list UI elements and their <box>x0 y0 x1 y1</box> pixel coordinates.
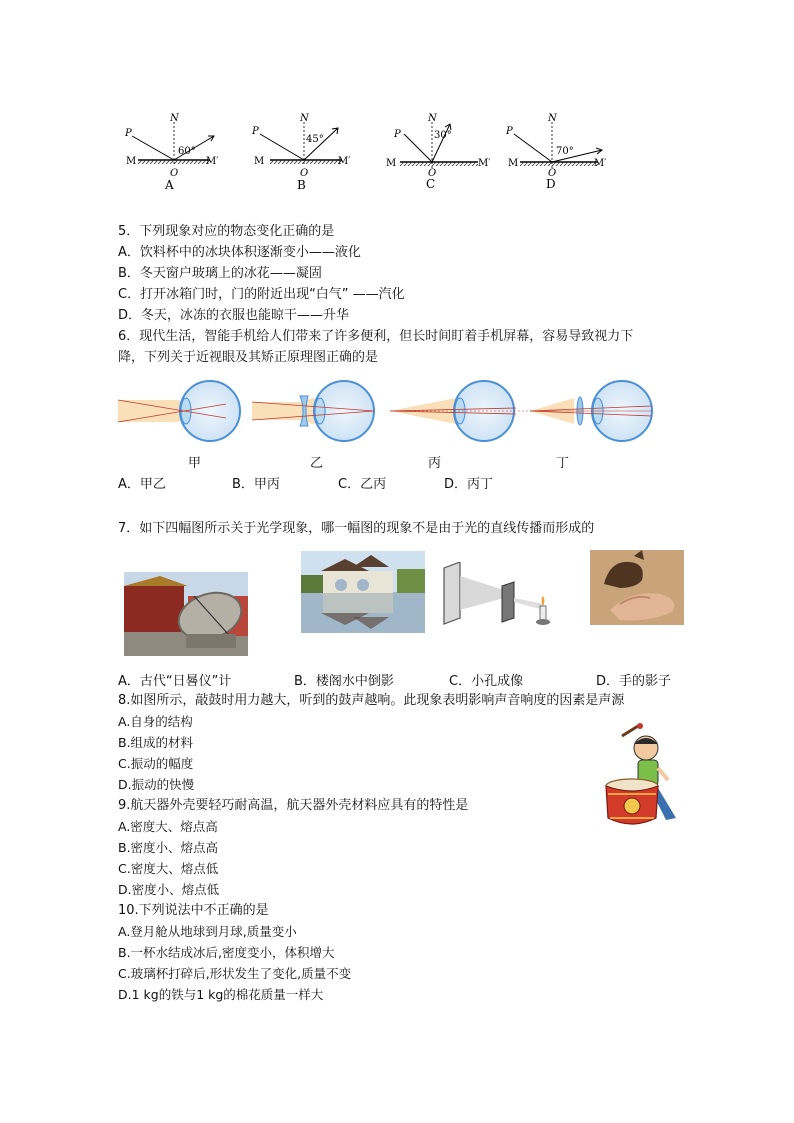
pavilion-photo <box>301 551 425 633</box>
q9-option-a: A.密度大、熔点高 <box>118 819 218 834</box>
label-m2: M′ <box>478 158 491 169</box>
label-m2: M′ <box>206 156 219 167</box>
diagram-letter-b: B <box>297 178 306 192</box>
hand-shadow-photo <box>590 550 684 625</box>
q6-option-a: A．甲乙 <box>118 477 166 492</box>
label-n: N <box>300 113 309 124</box>
q7-option-d: D．手的影子 <box>596 674 672 689</box>
q7-stem: 7．如下四幅图所示关于光学现象，哪一幅图的现象不是由于光的直线传播而形成的 <box>118 521 595 536</box>
mirror-diagram-c <box>386 113 491 191</box>
label-o: O <box>170 168 179 179</box>
label-o: O <box>300 168 309 179</box>
label-p: P <box>125 128 132 139</box>
eye-diagram-bing <box>390 381 530 441</box>
label-m2: M′ <box>338 156 351 167</box>
q9-option-c: C.密度大、熔点低 <box>118 861 219 876</box>
label-m: M <box>126 156 137 167</box>
q7-option-a: A．古代“日晷仪”计 <box>118 674 232 689</box>
label-p: P <box>506 126 513 137</box>
q6-option-b: B．甲丙 <box>232 477 280 492</box>
label-n: N <box>170 113 179 124</box>
q7-option-c: C．小孔成像 <box>449 674 524 689</box>
q9-option-b: B.密度小、熔点高 <box>118 840 219 855</box>
label-n: N <box>548 113 557 124</box>
diagram-letter-d: D <box>546 177 556 191</box>
q8-option-d: D.振动的快慢 <box>118 777 195 792</box>
q5-option-c: C．打开冰箱门时，门的附近出现“白气” ——汽化 <box>118 287 405 302</box>
label-m2: M′ <box>594 158 607 169</box>
label-o: O <box>548 168 557 179</box>
eye-diagrams <box>118 378 658 444</box>
q6-option-c: C．乙丙 <box>338 477 387 492</box>
q10-option-c: C.玻璃杯打碎后,形状发生了变化,质量不变 <box>118 966 352 981</box>
eye-diagram-jia <box>118 381 240 441</box>
q9-stem: 9.航天器外壳要轻巧耐高温，航天器外壳材料应具有的特性是 <box>118 798 469 813</box>
eye-diagrams-svg <box>118 378 658 444</box>
q10-option-d: D.1 kg的铁与1 kg的棉花质量一样大 <box>118 987 324 1002</box>
mirror-diagrams <box>110 112 630 196</box>
label-m: M <box>254 156 265 167</box>
q6-option-d: D．丙丁 <box>444 477 494 492</box>
label-n: N <box>428 113 437 124</box>
q10-stem: 10.下列说法中不正确的是 <box>118 903 269 918</box>
label-o: O <box>428 168 437 179</box>
q10-option-b: B.一杯水结成冰后,密度变小，体积增大 <box>118 945 335 960</box>
eye-diagram-yi <box>252 381 374 441</box>
diagram-letter-c: C <box>426 177 436 191</box>
angle-label-c: 30° <box>434 130 452 141</box>
q5-option-b: B．冬天窗户玻璃上的冰花——凝固 <box>118 266 322 281</box>
diagram-letter-a: A <box>165 178 174 192</box>
eye-label-yi: 乙 <box>310 456 324 471</box>
q8-option-c: C.振动的幅度 <box>118 756 194 771</box>
angle-label-d: 70° <box>556 146 574 157</box>
angle-label-b: 45° <box>306 134 324 145</box>
label-p: P <box>252 126 259 137</box>
eye-label-ding: 丁 <box>556 456 570 471</box>
label-p: P <box>394 129 401 140</box>
q7-option-b: B．楼阁水中倒影 <box>294 674 394 689</box>
eye-label-jia: 甲 <box>188 456 202 471</box>
q6-stem-line1: 6．现代生活，智能手机给人们带来了许多便利，但长时间盯着手机屏幕，容易导致视力下 <box>118 329 634 344</box>
q6-stem-line2: 降，下列关于近视眼及其矫正原理图正确的是 <box>118 350 379 365</box>
eye-label-bing: 丙 <box>428 456 442 471</box>
mirror-diagram-d <box>505 113 607 191</box>
sundial-photo <box>124 572 248 656</box>
q5-stem: 5．下列现象对应的物态变化正确的是 <box>118 224 335 239</box>
eye-diagram-ding <box>530 381 652 441</box>
q8-option-a: A.自身的结构 <box>118 714 193 729</box>
q5-option-a: A．饮料杯中的冰块体积逐渐变小——液化 <box>118 245 361 260</box>
pinhole-photo <box>440 562 560 628</box>
q5-option-d: D．冬天，冰冻的衣服也能晾干——升华 <box>118 308 350 323</box>
drum-illustration <box>604 722 682 832</box>
label-m: M <box>386 158 397 169</box>
q10-option-a: A.登月舱从地球到月球,质量变小 <box>118 924 297 939</box>
angle-label-a: 60° <box>178 146 196 157</box>
q8-option-b: B.组成的材料 <box>118 735 194 750</box>
q9-option-d: D.密度小、熔点低 <box>118 882 220 897</box>
label-m: M <box>508 158 519 169</box>
mirror-diagrams-svg <box>110 112 630 196</box>
q8-stem: 8.如图所示，敲鼓时用力越大，听到的鼓声越响。此现象表明影响声音响度的因素是声源 <box>118 693 625 708</box>
mirror-diagram-b <box>251 113 351 192</box>
mirror-diagram-a <box>124 113 219 192</box>
